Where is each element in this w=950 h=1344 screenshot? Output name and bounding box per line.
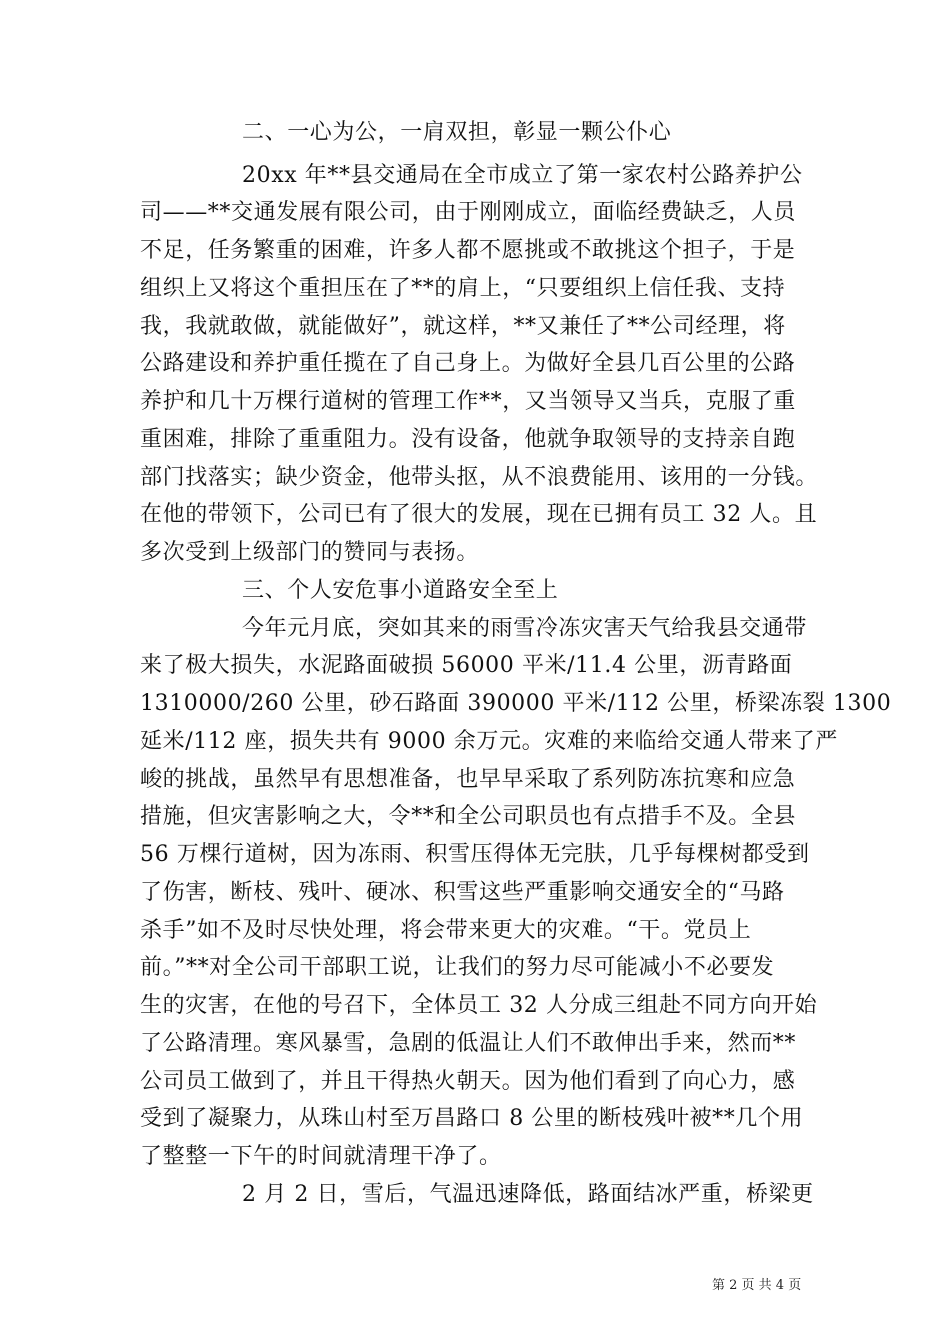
paragraph-line: 延米/112 座，损失共有 9000 余万元。灾难的来临给交通人带来了严 — [140, 729, 838, 754]
paragraph-line: 了公路清理。寒风暴雪，急剧的低温让人们不敢伸出手来，然而** — [140, 1031, 797, 1056]
page-number-footer: 第 2 页 共 4 页 — [712, 1278, 802, 1293]
paragraph-line: 我，我就敢做，就能做好”，就这样，**又兼任了**公司经理，将 — [140, 314, 786, 339]
paragraph-line: 部门找落实；缺少资金，他带头抠，从不浪费能用、该用的一分钱。 — [140, 465, 819, 490]
paragraph-line: 公司员工做到了，并且干得热火朝天。因为他们看到了向心力，感 — [140, 1069, 796, 1094]
paragraph-line: 多次受到上级部门的赞同与表扬。 — [140, 540, 480, 565]
paragraph-line: 生的灾害，在他的号召下，全体员工 32 人分成三组赴不同方向开始 — [140, 993, 818, 1018]
paragraph-line: 了伤害，断枝、残叶、硬冰、积雪这些严重影响交通安全的“马路 — [140, 880, 785, 905]
paragraph-line: 措施，但灾害影响之大，令**和全公司职员也有点措手不及。全县 — [140, 804, 797, 829]
paragraph-line: 受到了凝聚力，从珠山村至万昌路口 8 公里的断枝残叶被**几个用 — [140, 1106, 804, 1131]
paragraph-line: 今年元月底，突如其来的雨雪冷冻灾害天气给我县交通带 — [242, 616, 808, 641]
paragraph-line: 杀手”如不及时尽快处理，将会带来更大的灾难。“干。党员上 — [140, 918, 752, 943]
paragraph-line: 20xx 年**县交通局在全市成立了第一家农村公路养护公 — [242, 163, 803, 188]
paragraph-line: 不足，任务繁重的困难，许多人都不愿挑或不敢挑这个担子，于是 — [140, 238, 796, 263]
paragraph-line: 养护和几十万棵行道树的管理工作**，又当领导又当兵，克服了重 — [140, 389, 797, 414]
paragraph-line: 56 万棵行道树，因为冻雨、积雪压得体无完肤，几乎每棵树都受到 — [140, 842, 810, 867]
paragraph-line: 重困难，排除了重重阻力。没有设备，他就争取领导的支持亲自跑 — [140, 427, 796, 452]
paragraph-line: 2 月 2 日，雪后，气温迅速降低，路面结冰严重，桥梁更 — [242, 1182, 814, 1207]
paragraph-line: 峻的挑战，虽然早有思想准备，也早早采取了系列防冻抗寒和应急 — [140, 767, 796, 792]
paragraph-line: 了整整一下午的时间就清理干净了。 — [140, 1144, 502, 1169]
paragraph-line: 前。”**对全公司干部职工说，让我们的努力尽可能减小不必要发 — [140, 955, 775, 980]
paragraph-line: 组织上又将这个重担压在了**的肩上，“只要组织上信任我、支持 — [140, 276, 786, 301]
section-heading-2: 二、一心为公，一肩双担，彰显一颗公仆心 — [242, 120, 672, 145]
section-heading-3: 三、个人安危事小道路安全至上 — [242, 578, 559, 603]
paragraph-line: 来了极大损失，水泥路面破损 56000 平米/11.4 公里，沥青路面 — [140, 653, 793, 678]
paragraph-line: 在他的带领下，公司已有了很大的发展，现在已拥有员工 32 人。且 — [140, 502, 818, 527]
paragraph-line: 公路建设和养护重任揽在了自己身上。为做好全县几百公里的公路 — [140, 351, 796, 376]
paragraph-line: 司——**交通发展有限公司，由于刚刚成立，面临经费缺乏，人员 — [140, 200, 797, 225]
paragraph-line: 1310000/260 公里，砂石路面 390000 平米/112 公里，桥梁冻裂 1300 — [140, 691, 892, 716]
